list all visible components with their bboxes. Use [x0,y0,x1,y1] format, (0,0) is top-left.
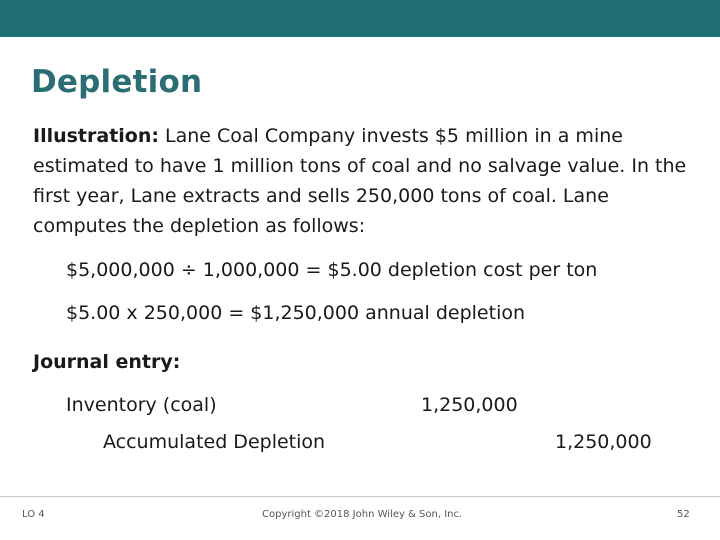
footer-divider [0,496,720,497]
slide-title: Depletion [31,64,203,100]
depletion-rate-calculation: $5,000,000 ÷ 1,000,000 = $5.00 depletion cost per ton [66,259,598,281]
debit-account: Inventory (coal) [66,394,217,416]
page-number: 52 [677,509,690,520]
illustration-text: Lane Coal Company invests $5 million in a mine estimated to have 1 million tons of coal and no salvage value. In the first year, Lane extracts and sells 250,000 tons of coal. Lane computes the depletion as follows: [33,125,687,237]
debit-amount: 1,250,000 [421,394,518,416]
illustration-label: Illustration: [33,125,159,147]
credit-amount: 1,250,000 [555,431,652,453]
copyright-notice: Copyright ©2018 John Wiley & Son, Inc. [262,509,463,520]
annual-depletion-calculation: $5.00 x 250,000 = $1,250,000 annual depletion [66,302,526,324]
learning-objective: LO 4 [22,509,45,520]
journal-entry-label: Journal entry: [33,351,181,373]
illustration-paragraph [33,121,693,241]
credit-account: Accumulated Depletion [103,431,326,453]
top-bar [0,0,720,37]
